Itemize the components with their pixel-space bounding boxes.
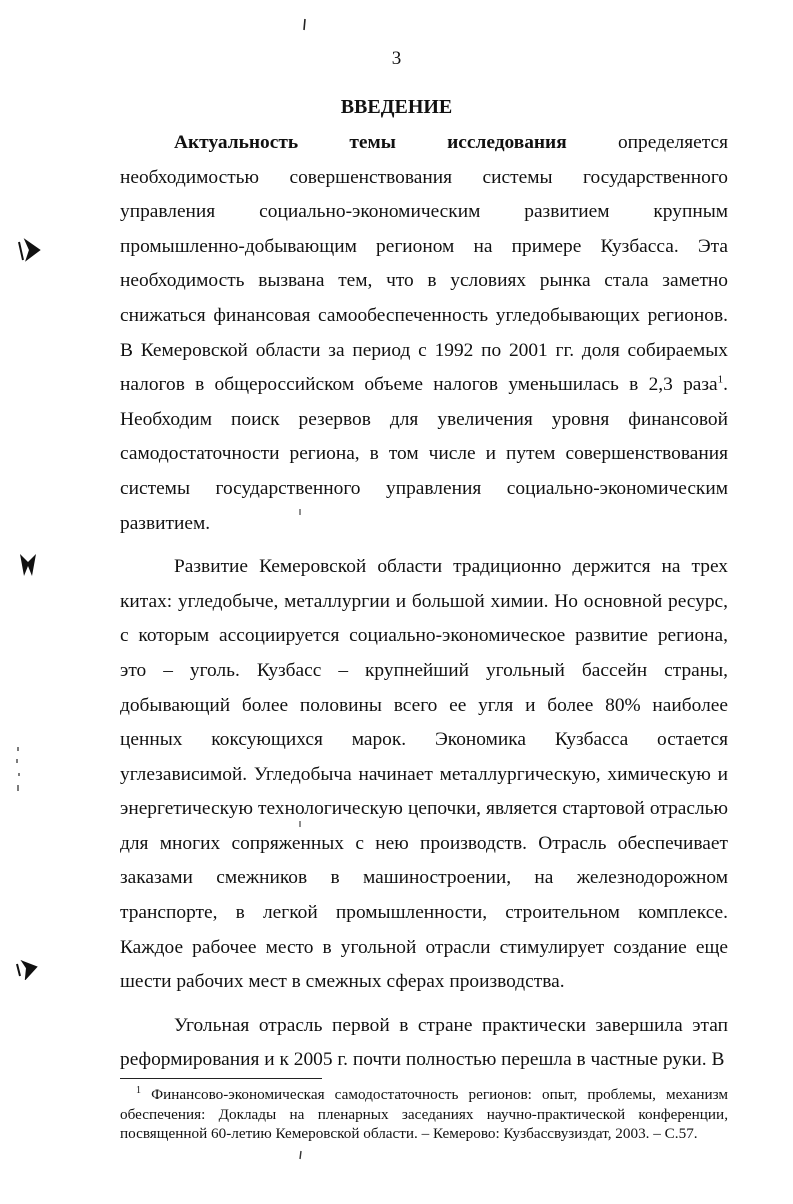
body-text — [120, 126, 728, 1078]
scan-mark-icon — [302, 18, 308, 32]
footnote — [120, 1085, 728, 1144]
paragraph-coal-industry: Угольная отрасль первой в стране практически завершила этап реформирования и к 2005 г. почти полностью перешла в частные руки. В — [120, 1014, 728, 1071]
scan-mark-icon — [16, 958, 38, 980]
paragraph-lead: Актуальность темы исследования — [174, 132, 567, 153]
scan-mark-icon — [18, 552, 38, 578]
scan-mark-icon — [17, 238, 43, 264]
footnote-mark: 1 — [136, 1084, 141, 1096]
paragraph-text: определяется необходимостью совершенствования системы государственного управления социально-экономическим развитием крупным промышленно-добывающим регионом на примере Кузбасса. Эта необходимость вызвана тем, что в условиях рынка стала заметно снижаться финансовая самообеспеченность угледобывающих регионов. В Кемеровской области за период с 1992 по 2001 гг. доля собираемых налогов в общероссийском объеме налогов уменьшилась в 2,3 раза — [120, 132, 728, 396]
scan-mark-icon — [298, 1150, 303, 1160]
page-number: 3 — [391, 48, 402, 69]
footnote-divider — [120, 1078, 322, 1079]
footnote-text: Финансово-экономическая самодостаточность регионов: опыт, проблемы, механизм обеспечения: Доклады на пленарных заседаниях научно-практической конференции, посвященной 60-летию Кемеровской области. – Кемерово: Кузбассвузиздат, 2003. – С.57. — [120, 1086, 728, 1143]
paragraph-kuzbass-economy: Развитие Кемеровской области традиционно держится на трех китах: угледобыче, металлургии и большой химии. Но основной ресурс, с которым ассоциируется социально-экономическое развитие региона, это – уголь. Кузбасс – крупнейший угольный бассейн страны, добывающий более половины всего ее угля и более 80% наиболее ценных коксующихся марок. Экономика Кузбасса остается углезависимой. Угледобыча начинает металлургическую, химическую и энергетическую технологическую цепочки, является стартовой отраслью для многих сопряженных с нею производств. Отрасль обеспечивает заказами смежников в машиностроении, на железнодорожном транспорте, в легкой промышленности, строительном комплексе. Каждое рабочее место в угольной отрасли стимулирует создание еще шести рабочих мест в смежных сферах производства. — [120, 556, 728, 993]
footnote-reference: 1 — [717, 373, 724, 386]
paragraph-relevance — [120, 126, 728, 541]
page-title: ВВЕДЕНИЕ — [340, 96, 453, 118]
paragraph-text: . Необходим поиск резервов для увеличения уровня финансовой самодостаточности региона, в том числе и путем совершенствования системы государственного управления социально-экономическим развитием. — [120, 374, 728, 534]
scan-mark-icon — [14, 745, 22, 795]
